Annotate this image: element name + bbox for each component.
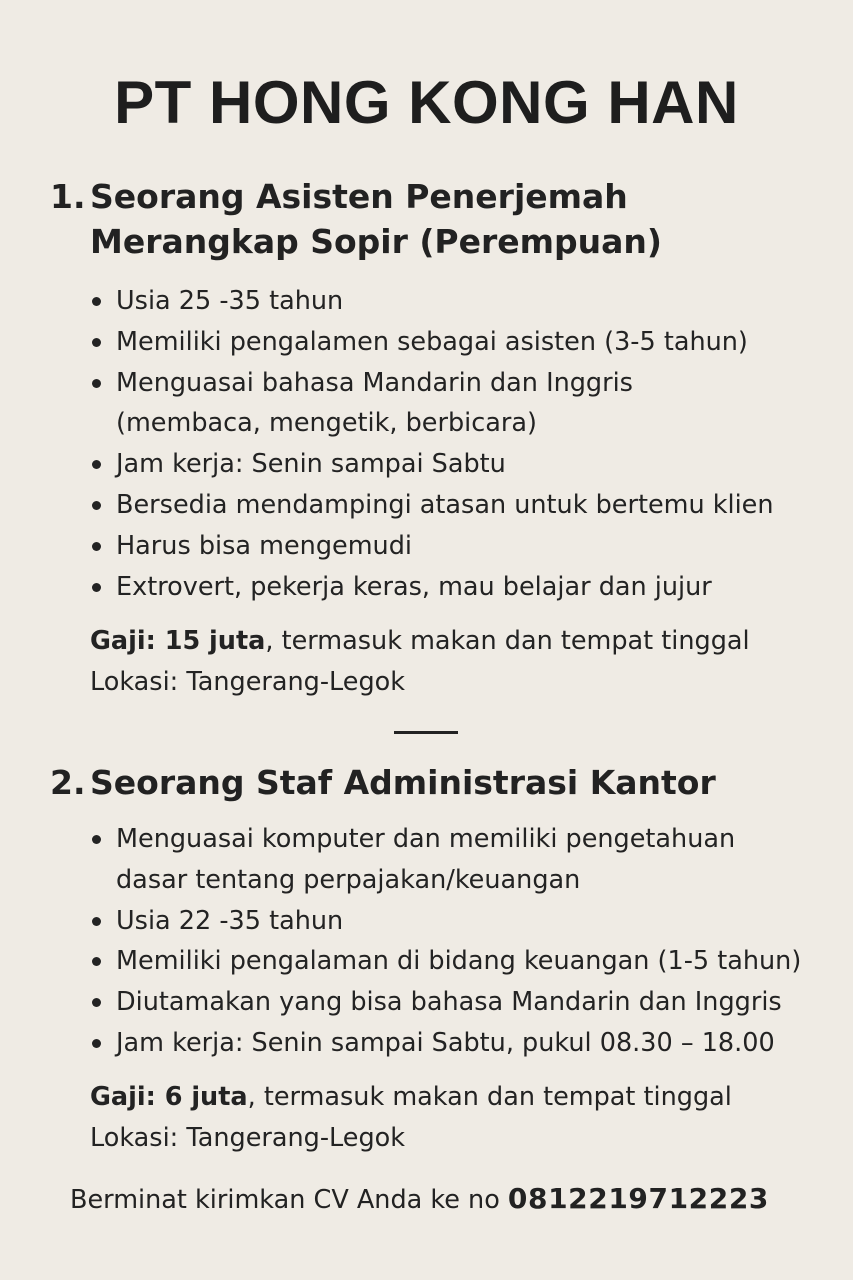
job1-number: 1.	[50, 177, 86, 216]
list-item	[90, 567, 774, 608]
list-item	[90, 901, 801, 942]
job1-salary-label: Gaji: 15 juta	[90, 626, 266, 656]
bullet-icon	[92, 338, 101, 347]
list-item	[90, 941, 801, 982]
company-title: PT HONG KONG HAN	[114, 69, 739, 136]
list-item-text: Extrovert, pekerja keras, mau belajar dan jujur	[116, 571, 712, 602]
bullet-icon	[92, 460, 101, 469]
job2-heading	[50, 760, 716, 805]
list-item-text: Usia 25 -35 tahun	[116, 286, 344, 316]
list-item	[90, 363, 774, 445]
list-item-text: Memiliki pengalamen sebagai asisten (3-5 tahun)	[116, 326, 748, 357]
job1-title-line1: Seorang Asisten Penerjemah	[90, 177, 628, 216]
bullet-icon	[92, 1039, 101, 1048]
job1-title-line2: Merangkap Sopir (Perempuan)	[90, 222, 662, 261]
list-item-text-cont: (membaca, mengetik, berbicara)	[116, 408, 537, 439]
job2-location: Lokasi: Tangerang-Legok	[90, 1123, 406, 1153]
list-item	[90, 444, 774, 485]
bullet-icon	[92, 835, 101, 844]
list-item	[90, 982, 801, 1023]
job1-heading	[50, 174, 662, 264]
job1-salary-rest: , termasuk makan dan tempat tinggal	[265, 626, 750, 656]
job2-salary	[90, 1077, 732, 1118]
bullet-icon	[92, 583, 101, 592]
list-item	[90, 281, 774, 322]
job1-salary	[90, 621, 750, 662]
bullet-icon	[92, 957, 101, 966]
list-item-text: Memiliki pengalaman di bidang keuangan (1-5 tahun)	[116, 946, 802, 977]
list-item-text: Jam kerja: Senin sampai Sabtu, pukul 08.30 – 18.00	[116, 1027, 775, 1058]
bullet-icon	[92, 297, 101, 306]
list-item-text: Harus bisa mengemudi	[116, 530, 412, 561]
job1-requirements-list	[90, 281, 774, 607]
bullet-icon	[92, 917, 101, 926]
list-item-text: Menguasai bahasa Mandarin dan Inggris	[116, 367, 633, 398]
job2-requirements-list	[90, 819, 801, 1064]
list-item-text: Usia 22 -35 tahun	[116, 905, 344, 936]
job2-number: 2.	[50, 763, 86, 802]
contact-text: Berminat kirimkan CV Anda ke no	[70, 1185, 508, 1215]
list-item-text-cont: dasar tentang perpajakan/keuangan	[116, 864, 581, 895]
job2-salary-rest: , termasuk makan dan tempat tinggal	[247, 1082, 732, 1112]
bullet-icon	[92, 501, 101, 510]
list-item	[90, 485, 774, 526]
bullet-icon	[92, 998, 101, 1007]
list-item-text: Diutamakan yang bisa bahasa Mandarin dan Inggris	[116, 987, 782, 1018]
list-item	[90, 526, 774, 567]
list-item-text: Bersedia mendampingi atasan untuk bertemu klien	[116, 489, 774, 520]
job2-title: Seorang Staf Administrasi Kantor	[90, 763, 716, 802]
bullet-icon	[92, 542, 101, 551]
job1-location: Lokasi: Tangerang-Legok	[90, 667, 406, 697]
contact-phone: 0812219712223	[507, 1182, 769, 1215]
list-item	[90, 1023, 801, 1064]
list-item-text: Jam kerja: Senin sampai Sabtu	[116, 449, 506, 480]
list-item-text: Menguasai komputer dan memiliki pengetahuan	[116, 824, 736, 854]
list-item	[90, 819, 801, 901]
job2-salary-label: Gaji: 6 juta	[90, 1082, 248, 1112]
bullet-icon	[92, 379, 101, 388]
divider	[394, 731, 458, 734]
contact-line	[70, 1178, 769, 1221]
list-item	[90, 322, 774, 363]
